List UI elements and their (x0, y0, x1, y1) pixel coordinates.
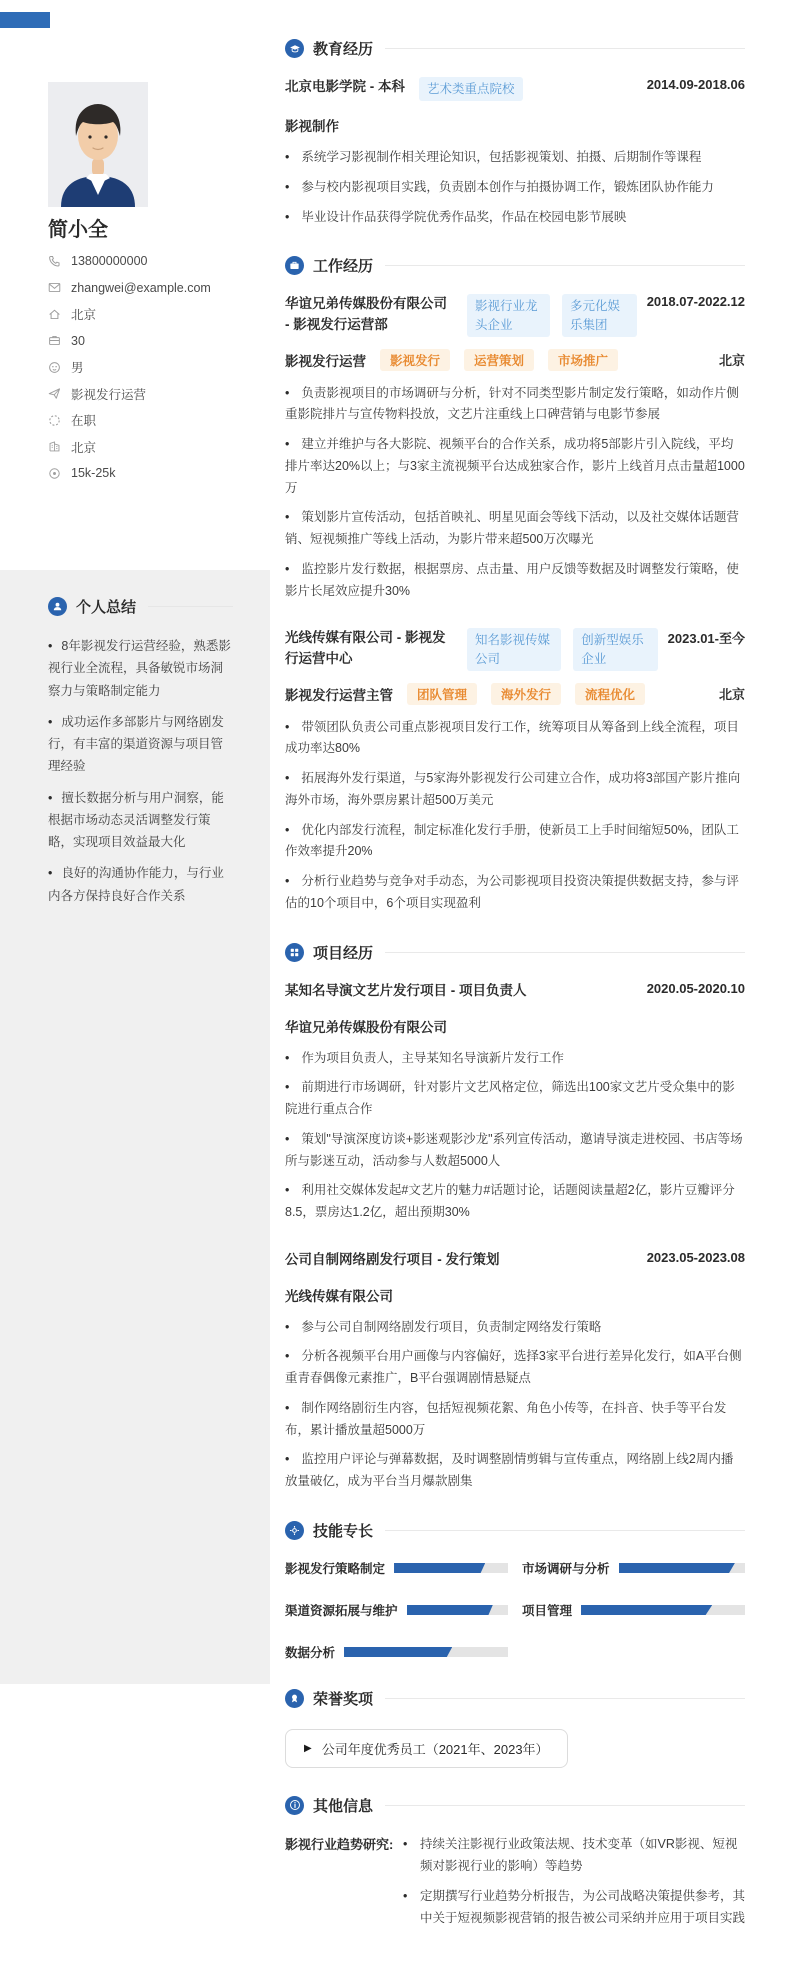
company-name: 华谊兄弟传媒股份有限公司 - 影视发行运营部 (285, 296, 447, 333)
education-entry (285, 77, 745, 228)
education-section (285, 38, 745, 228)
major-name: 影视制作 (285, 119, 339, 135)
user-icon (48, 597, 67, 616)
skill-item (285, 1643, 508, 1661)
company-tag: 创新型娱乐企业 (573, 628, 657, 670)
work-section (285, 255, 745, 914)
project-entry (285, 1250, 745, 1493)
other-info-bullet: • 持续关注影视行业政策法规、技术变革（如VR影视、短视频对影视行业的影响）等趋势 (403, 1834, 745, 1878)
work-date: 2023.01-至今 (667, 631, 745, 647)
role-tag: 影视发行 (380, 349, 450, 371)
skill-label: 影视发行策略制定 (285, 1561, 386, 1576)
company-name: 光线传媒有限公司 - 影视发行运营中心 (285, 630, 446, 667)
skill-item (285, 1559, 508, 1577)
city-icon (48, 440, 62, 454)
work-entry (285, 294, 745, 602)
gender-value: 男 (71, 361, 84, 376)
project-bullet: • 参与公司自制网络剧发行项目，负责制定网络发行策略 (285, 1317, 745, 1339)
work-bullet: • 策划影片宣传活动，包括首映礼、明星见面会等线下活动，以及社交媒体话题营销、短视频推广等线上活动，为影片带来超500万次曝光 (285, 507, 745, 551)
contact-list (48, 248, 248, 487)
info-icon (285, 1796, 304, 1815)
company-tag: 多元化娱乐集团 (562, 294, 637, 336)
play-triangle-icon: ▶ (304, 1742, 312, 1754)
candidate-name: 简小全 (48, 219, 108, 241)
work-bullet: • 分析行业趋势与竞争对手动态，为公司影视项目投资决策提供数据支持，参与评估的10个项目中，6个项目实现盈利 (285, 871, 745, 915)
work-bullet: • 监控影片发行数据，根据票房、点击量、用户反馈等数据及时调整发行策略，使影片长尾效应提升30% (285, 559, 745, 603)
project-bullet: • 利用社交媒体发起#文艺片的魅力#话题讨论，话题阅读量超2亿，影片豆瓣评分8.5，票房达1.2亿，超出预期30% (285, 1180, 745, 1224)
email-value: zhangwei@example.com (71, 280, 211, 295)
contact-gender (48, 354, 248, 381)
contact-phone (48, 248, 248, 275)
skill-item (522, 1601, 745, 1619)
contact-job-intention (48, 381, 248, 408)
role-tag: 流程优化 (575, 683, 645, 705)
contact-city (48, 434, 248, 461)
work-bullet: • 拓展海外发行渠道，与5家海外影视发行公司建立合作，成功将3部国产影片推向海外市场，海外票房累计超500万美元 (285, 768, 745, 812)
graduation-cap-icon (285, 39, 304, 58)
other-info-section (285, 1795, 745, 1939)
work-bullet: • 带领团队负责公司重点影视项目发行工作，统筹项目从筹备到上线全流程，项目成功率达80% (285, 717, 745, 761)
skill-bar (344, 1647, 508, 1657)
city-value: 北京 (71, 440, 97, 455)
summary-item: • 良好的沟通协作能力，与行业内各方保持良好合作关系 (48, 862, 233, 907)
project-date: 2020.05-2020.10 (646, 980, 745, 996)
skill-item (285, 1601, 508, 1619)
project-bullet: • 分析各视频平台用户画像与内容偏好，选择3家平台进行差异化发行，如A平台侧重青春偶像元素推广，B平台强调剧情悬疑点 (285, 1346, 745, 1390)
mail-icon (48, 281, 62, 295)
role-name: 影视发行运营主管 (285, 687, 393, 703)
medal-icon (285, 1689, 304, 1708)
other-info-title: 其他信息 (313, 1797, 374, 1815)
main-column (285, 0, 745, 1966)
contact-status (48, 407, 248, 434)
job-intention-value: 影视发行运营 (71, 387, 147, 402)
education-bullet: • 参与校内影视项目实践，负责剧本创作与拍摄协调工作，锻炼团队协作能力 (285, 177, 745, 199)
honor-item[interactable] (285, 1729, 568, 1768)
salary-icon (48, 466, 62, 480)
contact-location (48, 301, 248, 328)
skill-label: 市场调研与分析 (522, 1561, 610, 1576)
skills-section (285, 1520, 745, 1661)
project-company: 华谊兄弟传媒股份有限公司 (285, 1019, 447, 1035)
profile-photo (48, 82, 148, 207)
work-bullet: • 负责影视项目的市场调研与分析，针对不同类型影片制定发行策略，如动作片侧重影院排片与宣传物料投放，文艺片注重线上口碑营销与电影节参展 (285, 383, 745, 427)
project-name: 公司自制网络剧发行项目 - 发行策划 (285, 1251, 500, 1267)
salary-value: 15k-25k (71, 466, 116, 481)
personal-summary-section (48, 596, 233, 916)
education-date: 2014.09-2018.06 (646, 77, 745, 92)
summary-title: 个人总结 (76, 599, 137, 616)
work-location: 北京 (718, 687, 745, 703)
home-icon (48, 307, 62, 321)
work-date: 2018.07-2022.12 (646, 294, 745, 310)
age-icon (48, 334, 62, 348)
contact-salary (48, 460, 248, 487)
work-bullet: • 建立并维护与各大影院、视频平台的合作关系，成功将5部影片引入院线，平均排片率达20%以上；与3家主流视频平台达成独家合作，影片上线首月点击量超1000万 (285, 434, 745, 499)
skill-label: 项目管理 (522, 1603, 573, 1618)
skill-label: 数据分析 (285, 1645, 336, 1660)
contact-email (48, 275, 248, 302)
contact-age (48, 328, 248, 355)
school-name: 北京电影学院 - 本科 (285, 79, 405, 94)
role-tag: 市场推广 (548, 349, 618, 371)
summary-item: • 成功运作多部影片与网络剧发行，有丰富的渠道资源与项目管理经验 (48, 711, 233, 778)
company-tag: 知名影视传媒公司 (467, 628, 561, 670)
summary-item: • 8年影视发行运营经验，熟悉影视行业全流程，具备敏锐市场洞察力与策略制定能力 (48, 635, 233, 702)
company-tag: 影视行业龙头企业 (467, 294, 550, 336)
other-info-bullet: • 定期撰写行业趋势分析报告，为公司战略决策提供参考，其中关于短视频影视营销的报告被公司采纳并应用于项目实践 (403, 1886, 745, 1930)
skill-item (522, 1559, 745, 1577)
education-bullet: • 系统学习影视制作相关理论知识，包括影视策划、拍摄、后期制作等课程 (285, 147, 745, 169)
role-tag: 海外发行 (491, 683, 561, 705)
age-value: 30 (71, 333, 85, 348)
honors-section (285, 1688, 745, 1768)
role-tag: 运营策划 (464, 349, 534, 371)
project-bullet: • 作为项目负责人，主导某知名导演新片发行工作 (285, 1048, 745, 1070)
projects-section (285, 942, 745, 1493)
project-entry (285, 981, 745, 1224)
sidebar (0, 0, 270, 1684)
other-info-label: 影视行业趋势研究: (285, 1836, 394, 1852)
skills-title: 技能专长 (313, 1522, 374, 1540)
briefcase-icon (285, 256, 304, 275)
project-bullet: • 策划"导演深度访谈+影迷观影沙龙"系列宣传活动，邀请导演走进校园、书店等场所与影迷互动，活动参与人数超5000人 (285, 1129, 745, 1173)
location-value: 北京 (71, 308, 97, 323)
role-name: 影视发行运营 (285, 353, 366, 369)
project-bullet: • 制作网络剧衍生内容，包括短视频花絮、角色小传等，在抖音、快手等平台发布，累计播放量超5000万 (285, 1398, 745, 1442)
status-icon (48, 413, 62, 427)
honor-text: 公司年度优秀员工（2021年、2023年） (321, 1741, 549, 1757)
school-tag: 艺术类重点院校 (419, 77, 523, 101)
role-tag: 团队管理 (407, 683, 477, 705)
phone-value: 13800000000 (71, 254, 148, 269)
job-intention-icon (48, 387, 62, 401)
projects-title: 项目经历 (313, 944, 374, 962)
work-location: 北京 (718, 353, 745, 369)
work-bullet: • 优化内部发行流程，制定标准化发行手册，使新员工上手时间缩短50%，团队工作效率提升20% (285, 820, 745, 864)
project-company: 光线传媒有限公司 (285, 1288, 393, 1304)
honors-title: 荣誉奖项 (313, 1690, 374, 1708)
phone-icon (48, 254, 62, 268)
skill-bar (394, 1563, 508, 1573)
skill-label: 渠道资源拓展与维护 (285, 1603, 398, 1618)
work-entry (285, 628, 745, 914)
skill-bar (581, 1605, 745, 1615)
education-bullet: • 毕业设计作品获得学院优秀作品奖，作品在校园电影节展映 (285, 207, 745, 229)
gear-icon (285, 1521, 304, 1540)
other-info-row (285, 1834, 745, 1939)
work-title: 工作经历 (313, 258, 374, 276)
summary-item: • 擅长数据分析与用户洞察，能根据市场动态灵活调整发行策略，实现项目效益最大化 (48, 787, 233, 854)
grid-icon (285, 943, 304, 962)
education-title: 教育经历 (313, 41, 374, 58)
project-bullet: • 前期进行市场调研，针对影片文艺风格定位，筛选出100家文艺片受众集中的影院进行重点合作 (285, 1077, 745, 1121)
project-bullet: • 监控用户评论与弹幕数据，及时调整剧情剪辑与宣传重点，网络剧上线2周内播放量破亿，成为平台当月爆款剧集 (285, 1449, 745, 1493)
gender-icon (48, 360, 62, 374)
project-date: 2023.05-2023.08 (646, 1249, 745, 1265)
project-name: 某知名导演文艺片发行项目 - 项目负责人 (285, 982, 527, 998)
skill-bar (619, 1563, 745, 1573)
status-value: 在职 (71, 414, 97, 429)
skill-bar (407, 1605, 508, 1615)
